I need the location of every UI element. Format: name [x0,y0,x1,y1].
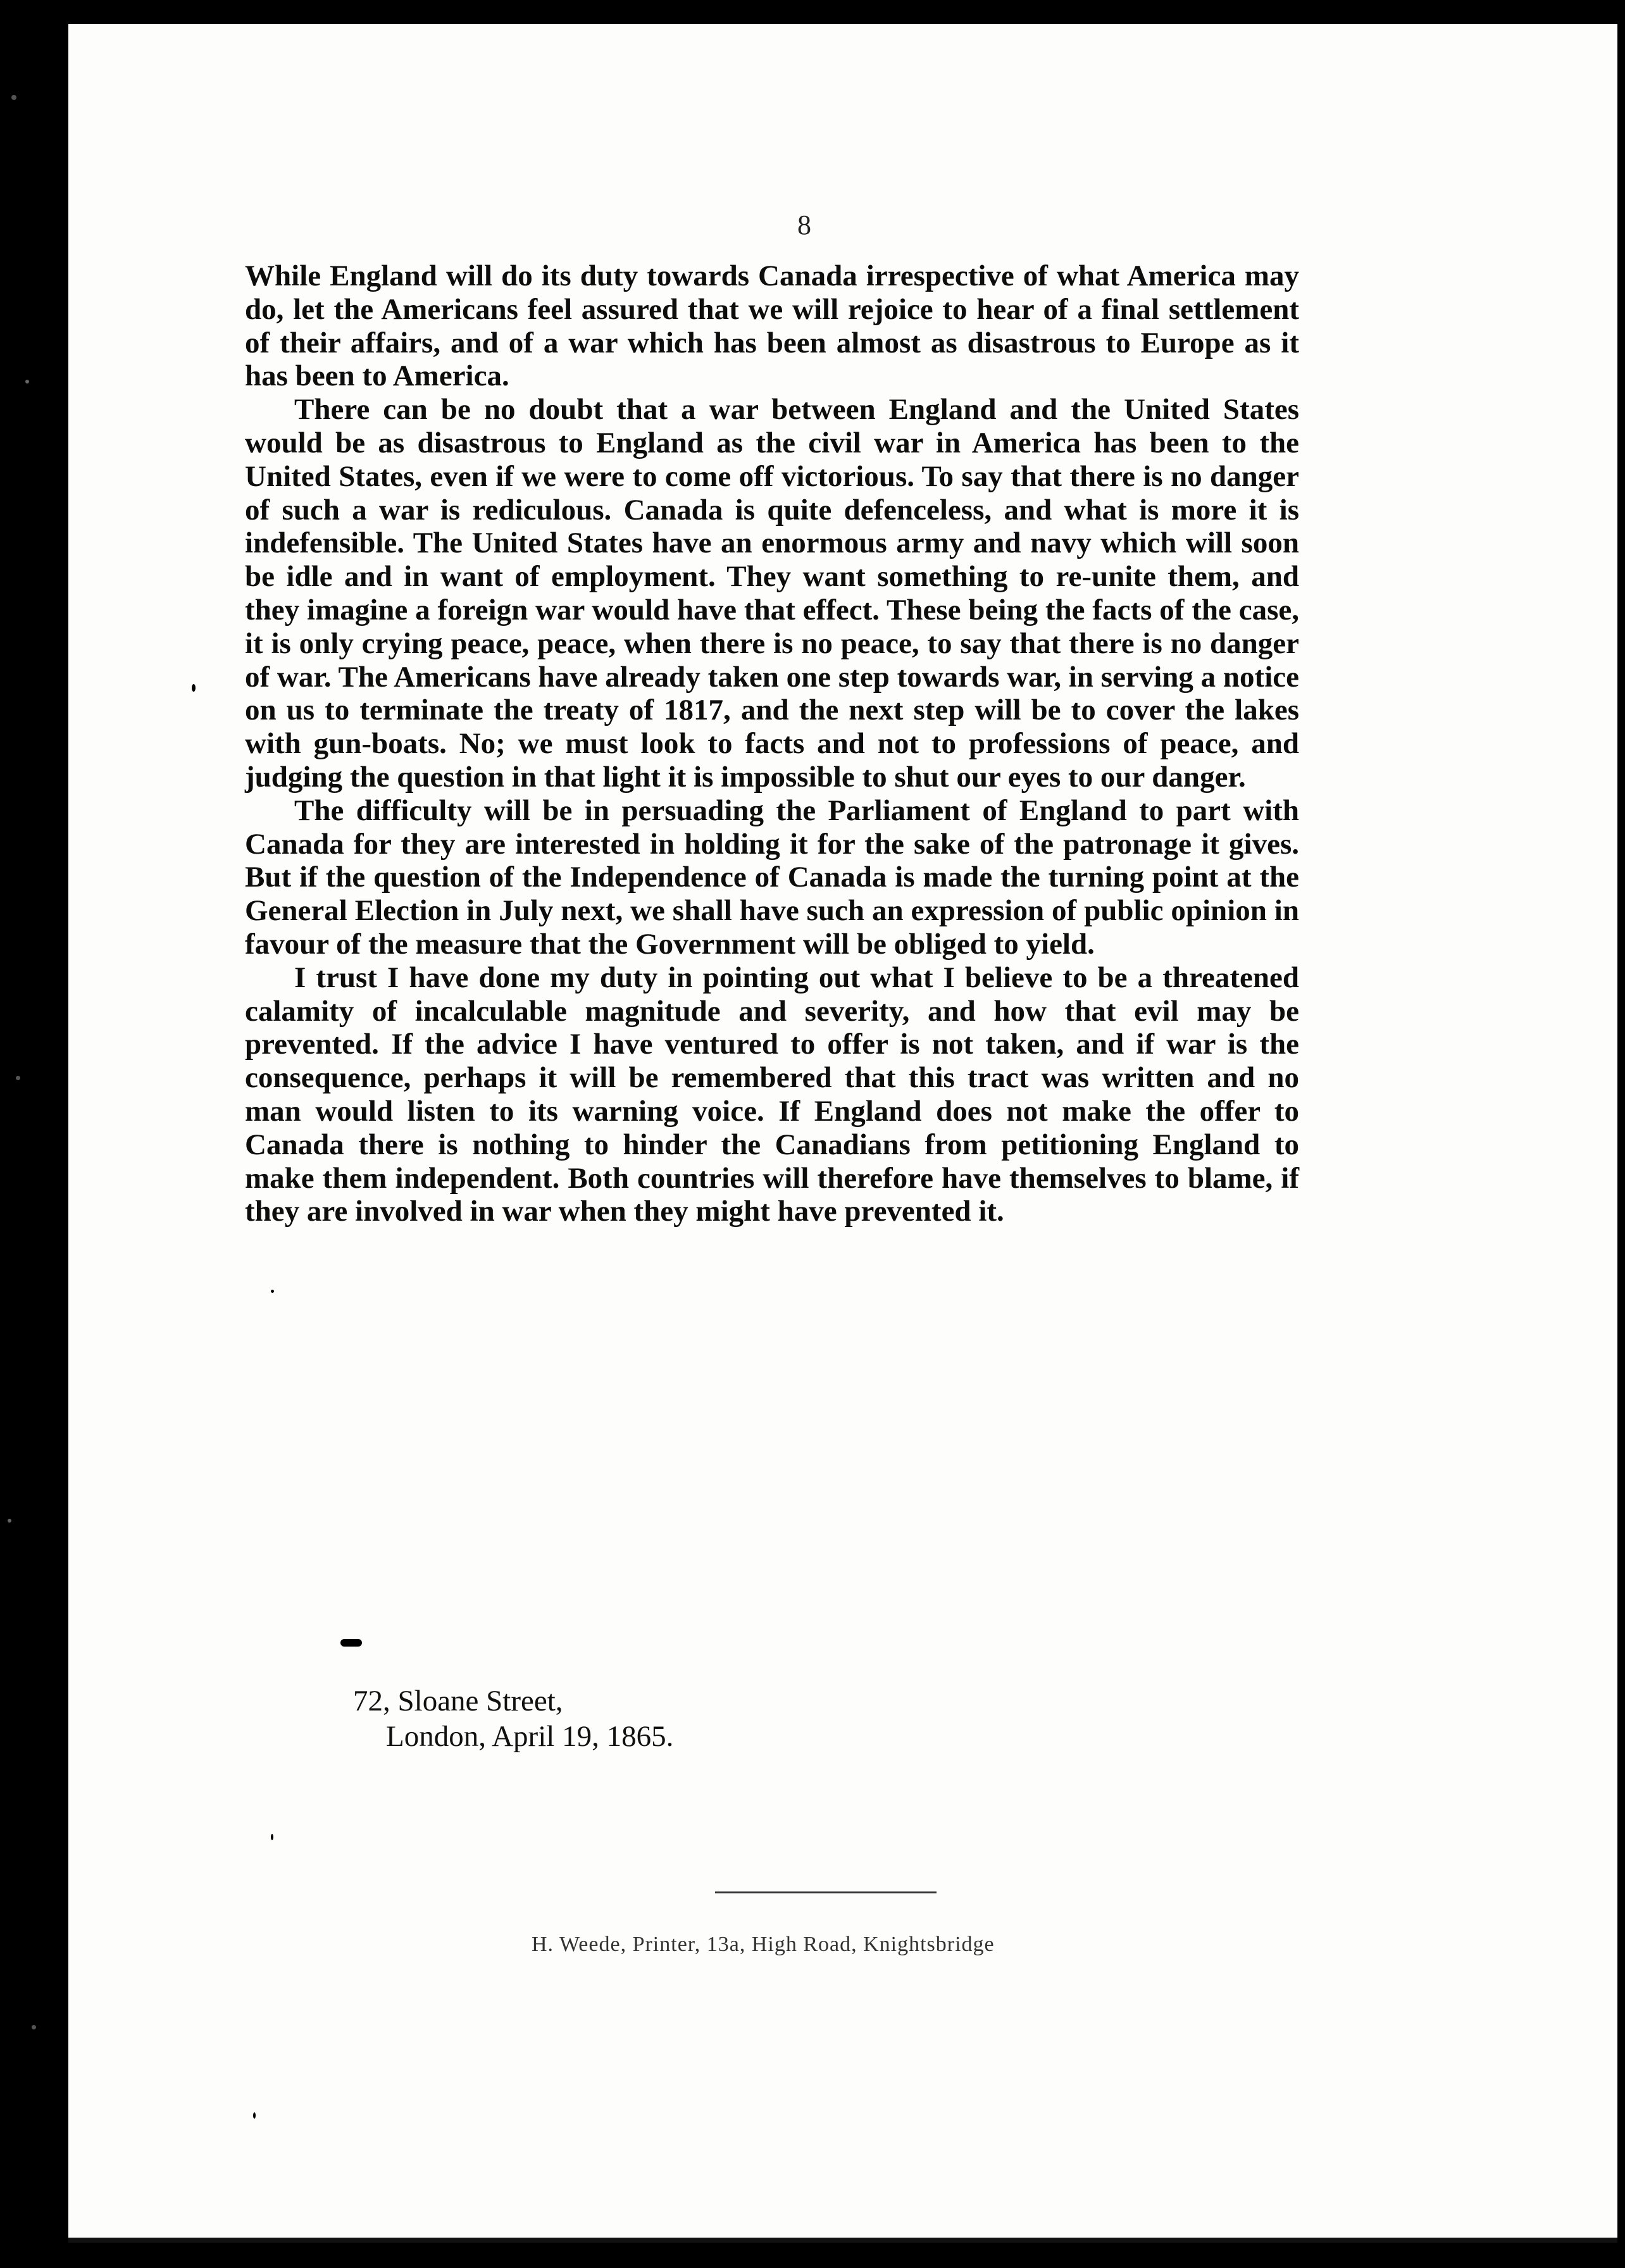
page-bottom-edge [68,2238,1617,2243]
paragraph: There can be no doubt that a war between England and the United States would be as disastrous to England as the civil war in America has been to the United States, even if we were to come off victorious. To say that there is no danger of such a war is rediculous. Canada is quite defenceless, and what is more it is indefensible. The United States have an enormous army and navy which will soon be idle and in want of employment. They want something to re-unite them, and they imagine a foreign war would have that effect. These being the facts of the case, it is only crying peace, peace, when there is no peace, to say that there is no danger of war. The Americans have already taken one step towards war, in serving a notice on us to terminate the treaty of 1817, and the next step will be to cover the lakes with gun-boats. No; we must look to facts and not to professions of peace, and judging the question in that light it is impossible to shut our eyes to our danger. [245,393,1299,794]
printer-imprint: H. Weede, Printer, 13a, High Road, Knightsbridge [532,1933,995,1956]
scan-speck [8,1519,11,1523]
scan-speck [16,1076,20,1080]
paragraph: The difficulty will be in persuading the Parliament of England to part with Canada for they are interested in holding it for the sake of the patronage it gives. But if the question of the Independence of Canada is made the turning point at the General Election in July next, we shall have such an expression of public opinion in favour of the measure that the Government will be obliged to yield. [245,794,1299,961]
address-street: 72, Sloane Street, [353,1685,563,1717]
address-place-date: London, April 19, 1865. [386,1720,674,1753]
stray-mark [271,1290,274,1293]
scan-speck [25,380,29,383]
stray-mark [253,2112,256,2119]
stray-mark [192,684,196,692]
stray-mark [271,1834,273,1840]
scan-speck [32,2025,36,2029]
footer-rule [715,1891,937,1893]
page-number: 8 [797,209,811,240]
scan-speck [11,95,16,100]
signature-address [278,1683,673,1754]
paragraph: While England will do its duty towards Canada irrespective of what America may do, let the Americans feel assured that we will rejoice to hear of a final settlement of their affairs, and of a war which has been almost as disastrous to Europe as it has been to America. [245,259,1299,393]
paragraph: I trust I have done my duty in pointing out what I believe to be a threatened calamity of incalculable magnitude and severity, and how that evil may be prevented. If the advice I have ventured to offer is not taken, and if war is the consequence, perhaps it will be remembered that this tract was written and no man would listen to its warning voice. If England does not make the offer to Canada there is nothing to hinder the Canadians from petitioning England to make them independent. Both countries will therefore have themselves to blame, if they are involved in war when they might have prevented it. [245,961,1299,1228]
ink-dash-mark [340,1639,362,1647]
body-text [245,259,1299,1228]
